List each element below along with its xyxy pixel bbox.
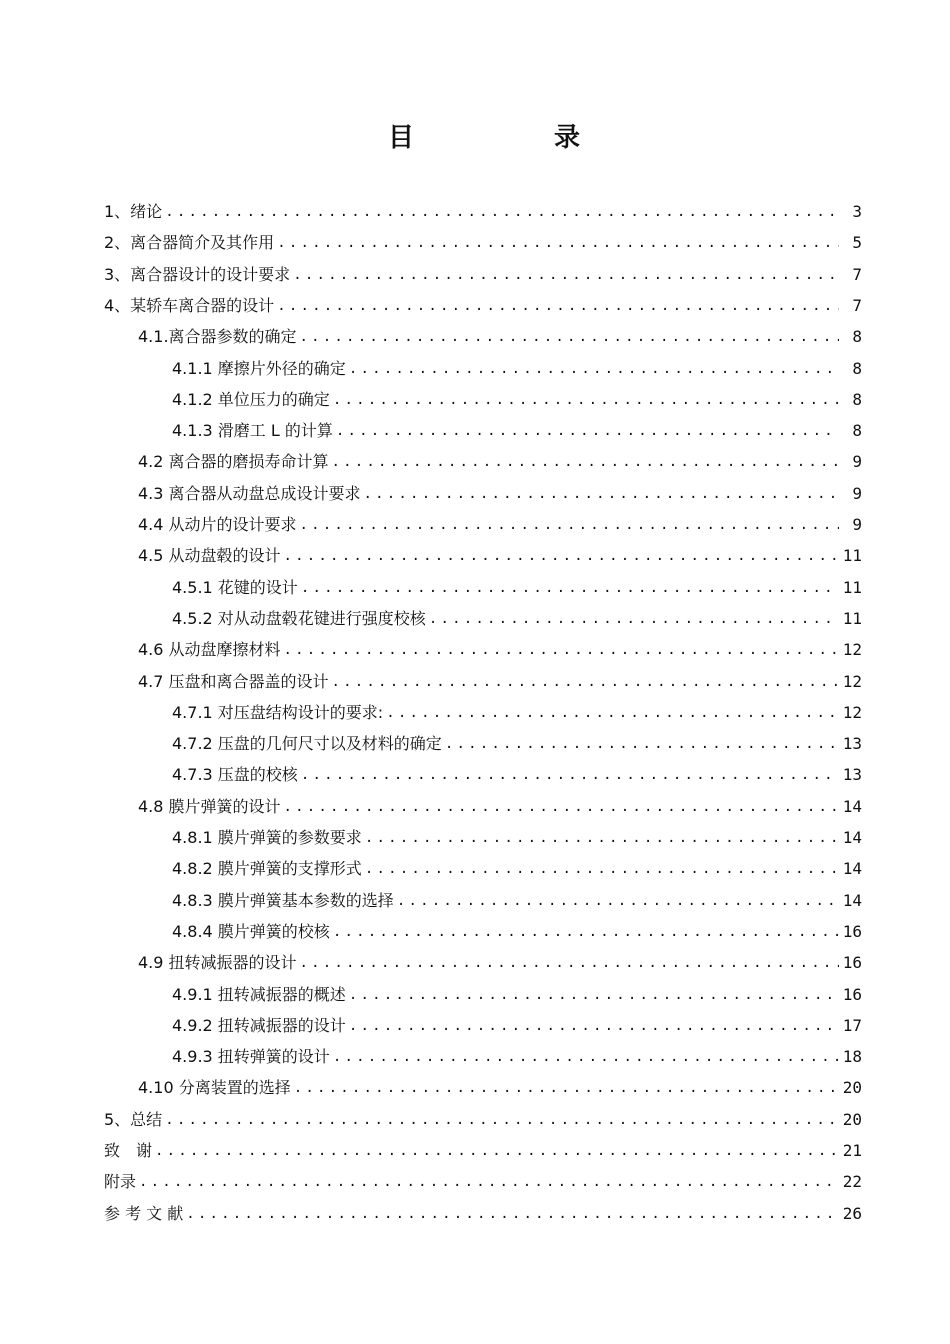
toc-dot-leader: [301, 577, 839, 599]
toc-entry-label: 4.9.1 扭转减振器的概述: [172, 984, 346, 1004]
toc-entry-page-number: 16: [842, 953, 862, 973]
toc-entry[interactable]: [104, 1165, 862, 1193]
toc-entry-label: 4.7 压盘和离合器盖的设计: [138, 671, 329, 691]
toc-entry-page-number: 8: [852, 421, 862, 441]
toc-entry-label: 4.7.1 对压盘结构设计的要求:: [172, 702, 384, 722]
toc-entry-page-number: 18: [842, 1047, 862, 1067]
toc-dot-leader: [300, 326, 839, 348]
toc-dot-leader: [349, 1015, 839, 1037]
toc-entry[interactable]: [104, 1197, 862, 1225]
toc-entry-page-number: 16: [842, 984, 862, 1004]
toc-entry[interactable]: [104, 1103, 862, 1131]
toc-entry[interactable]: [172, 696, 862, 724]
toc-entry[interactable]: [172, 1009, 862, 1037]
toc-dot-leader: [364, 483, 839, 505]
toc-dot-leader: [155, 1140, 839, 1162]
toc-entry-page-number: 7: [852, 264, 862, 284]
toc-entry-label: 4.1.1 摩擦片外径的确定: [172, 358, 346, 378]
toc-entry-page-number: 8: [852, 327, 862, 347]
toc-entry-label: 4.1.离合器参数的确定: [138, 327, 297, 347]
toc-entry[interactable]: [172, 383, 862, 411]
toc-dot-leader: [277, 295, 839, 317]
toc-entry[interactable]: [138, 539, 862, 567]
toc-entry[interactable]: [138, 320, 862, 348]
toc-dot-leader: [336, 420, 839, 442]
toc-dot-leader: [284, 545, 839, 567]
toc-entry-label: 3、离合器设计的设计要求: [104, 264, 291, 284]
toc-entry-page-number: 8: [852, 389, 862, 409]
toc-entry-page-number: 11: [842, 608, 862, 628]
toc-entry-page-number: 11: [842, 577, 862, 597]
toc-entry[interactable]: [138, 445, 862, 473]
toc-entry-page-number: 22: [842, 1172, 862, 1192]
toc-entry-label: 4.8.4 膜片弹簧的校核: [172, 921, 330, 941]
toc-entry-page-number: 14: [842, 796, 862, 816]
toc-entry-label: 4.9.2 扭转减振器的设计: [172, 1015, 346, 1035]
toc-entry-label: 4.2 离合器的磨损寿命计算: [138, 452, 329, 472]
toc-entry[interactable]: [172, 602, 862, 630]
toc-entry-label: 4.4 从动片的设计要求: [138, 515, 297, 534]
toc-entry-label: 附录: [104, 1172, 137, 1192]
toc-entry-page-number: 14: [842, 859, 862, 879]
toc-entry-page-number: 12: [842, 702, 862, 722]
toc-entry-page-number: 16: [842, 921, 862, 941]
toc-entry-page-number: 12: [842, 640, 862, 660]
page-title: [0, 118, 950, 158]
toc-dot-leader: [300, 952, 839, 974]
page-title-char-2: 录: [554, 123, 581, 153]
toc-entry-page-number: 9: [852, 452, 862, 472]
toc-entry-page-number: 9: [852, 515, 862, 534]
toc-entry[interactable]: [104, 258, 862, 286]
toc-entry-label: 1、绪论: [104, 202, 163, 221]
toc-entry[interactable]: [138, 1071, 862, 1099]
toc-entry-label: 4.5.1 花键的设计: [172, 577, 298, 597]
toc-entry-page-number: 20: [842, 1078, 862, 1098]
toc-dot-leader: [333, 921, 839, 943]
toc-dot-leader: [445, 733, 839, 755]
toc-entry-label: 4.8 膜片弹簧的设计: [138, 796, 281, 816]
toc-entry-page-number: 26: [842, 1203, 862, 1223]
toc-dot-leader: [332, 451, 839, 473]
toc-dot-leader: [165, 201, 839, 223]
toc-entry[interactable]: [172, 821, 862, 849]
toc-entry[interactable]: [172, 758, 862, 786]
toc-entry-label: 4.1.2 单位压力的确定: [172, 389, 330, 409]
toc-entry-label: 4.8.3 膜片弹簧基本参数的选择: [172, 890, 394, 910]
toc-entry-page-number: 13: [842, 765, 862, 785]
toc-dot-leader: [429, 608, 839, 630]
toc-entry-page-number: 8: [852, 358, 862, 378]
toc-dot-leader: [365, 858, 839, 880]
toc-dot-leader: [332, 671, 839, 693]
toc-entry[interactable]: [172, 852, 862, 880]
toc-entry-page-number: 12: [842, 671, 862, 691]
toc-dot-leader: [386, 702, 839, 724]
toc-entry-label: 致 谢: [104, 1141, 153, 1160]
page-title-char-1: 目: [388, 123, 415, 153]
toc-entry[interactable]: [138, 665, 862, 693]
toc-dot-leader: [139, 1171, 839, 1193]
toc-dot-leader: [300, 514, 839, 536]
toc-entry-label: 4.5.2 对从动盘毂花键进行强度校核: [172, 608, 426, 628]
toc-entry[interactable]: [172, 352, 862, 380]
toc-entry-page-number: 7: [852, 295, 862, 315]
toc-entry[interactable]: [104, 195, 862, 223]
toc-entry-page-number: 11: [842, 546, 862, 566]
toc-entry-label: 5、总结: [104, 1109, 163, 1129]
toc-entry-page-number: 17: [842, 1015, 862, 1035]
toc-entry-page-number: 21: [842, 1141, 862, 1160]
toc-dot-leader: [294, 1077, 839, 1099]
toc-entry[interactable]: [104, 289, 862, 317]
toc-entry-page-number: 9: [852, 483, 862, 503]
toc-dot-leader: [186, 1203, 839, 1225]
toc-entry-label: 4.9.3 扭转弹簧的设计: [172, 1047, 330, 1067]
toc-entry-page-number: 13: [842, 734, 862, 754]
toc-entry-label: 2、离合器简介及其作用: [104, 233, 275, 253]
toc-entry[interactable]: [138, 477, 862, 505]
toc-entry-label: 4.7.2 压盘的几何尺寸以及材料的确定: [172, 734, 442, 754]
toc-entry-label: 4.9 扭转减振器的设计: [138, 953, 297, 973]
toc-dot-leader: [301, 764, 839, 786]
toc-entry[interactable]: [104, 1134, 862, 1162]
toc-dot-leader: [365, 827, 839, 849]
toc-entry-label: 4.6 从动盘摩擦材料: [138, 640, 281, 660]
toc-entry-label: 4.3 离合器从动盘总成设计要求: [138, 483, 361, 503]
toc-entry[interactable]: [138, 633, 862, 661]
toc-entry[interactable]: [138, 508, 862, 536]
toc-entry[interactable]: [104, 226, 862, 254]
toc-entry-label: 参 考 文 献: [104, 1203, 184, 1223]
toc-entry-label: 4.1.3 滑磨工 L 的计算: [172, 421, 333, 441]
toc-dot-leader: [165, 1109, 839, 1131]
toc-entry[interactable]: [172, 414, 862, 442]
toc-dot-leader: [333, 1046, 839, 1068]
toc-entry[interactable]: [138, 790, 862, 818]
toc-entry[interactable]: [172, 1040, 862, 1068]
toc-entry[interactable]: [138, 946, 862, 974]
toc-entry-label: 4.5 从动盘毂的设计: [138, 546, 281, 566]
toc-entry[interactable]: [172, 884, 862, 912]
toc-entry[interactable]: [172, 727, 862, 755]
toc-dot-leader: [349, 984, 839, 1006]
toc-entry-page-number: 3: [852, 202, 862, 221]
toc-dot-leader: [397, 890, 839, 912]
toc-entry-label: 4.7.3 压盘的校核: [172, 765, 298, 785]
toc-entry[interactable]: [172, 571, 862, 599]
toc-entry-label: 4.8.2 膜片弹簧的支撑形式: [172, 859, 362, 879]
toc-dot-leader: [349, 358, 839, 380]
toc-dot-leader: [293, 264, 839, 286]
toc-entry[interactable]: [172, 978, 862, 1006]
toc-dot-leader: [284, 796, 839, 818]
toc-entry-label: 4.10 分离装置的选择: [138, 1078, 291, 1098]
toc-entry-page-number: 14: [842, 828, 862, 847]
toc-entry-page-number: 5: [852, 233, 862, 253]
toc-dot-leader: [277, 232, 839, 254]
toc-entry-label: 4.8.1 膜片弹簧的参数要求: [172, 828, 362, 847]
toc-entry-label: 4、某轿车离合器的设计: [104, 295, 275, 315]
toc-entry-page-number: 14: [842, 890, 862, 910]
toc-dot-leader: [284, 639, 839, 661]
toc-entry-page-number: 20: [842, 1109, 862, 1129]
toc-entry[interactable]: [172, 915, 862, 943]
toc-dot-leader: [333, 389, 839, 411]
